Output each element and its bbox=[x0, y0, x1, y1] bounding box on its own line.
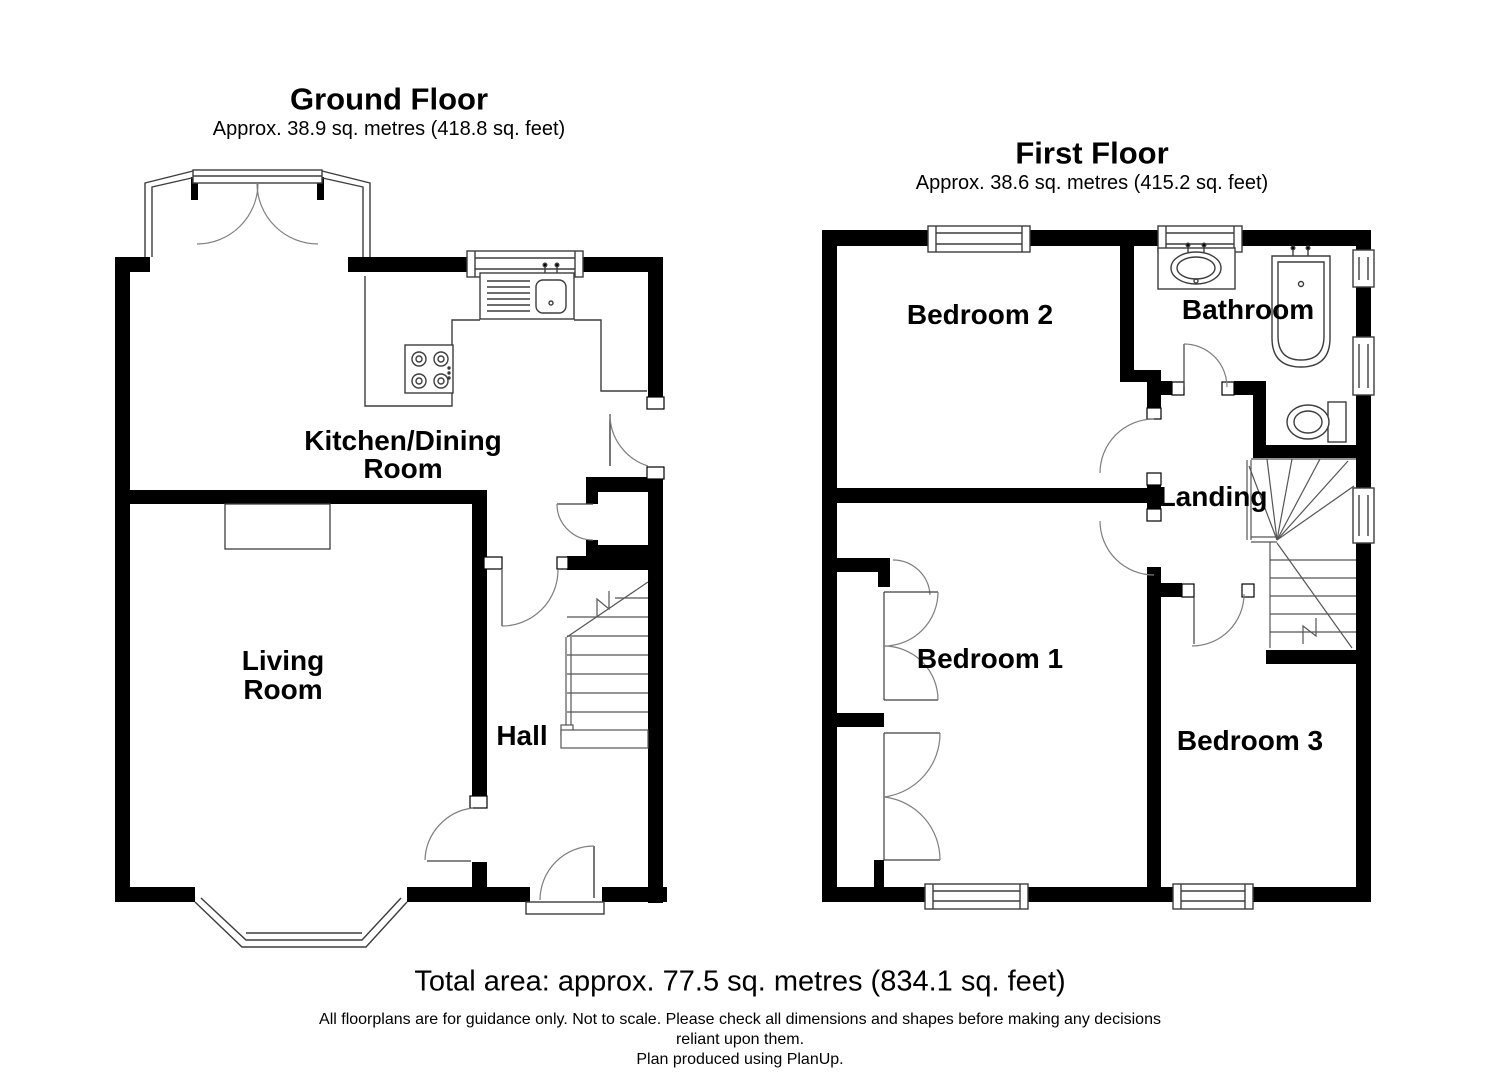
room-label-landing: Landing bbox=[1158, 481, 1268, 512]
bedroom1-door bbox=[1100, 521, 1154, 575]
first-floor-title: First Floor bbox=[1015, 135, 1169, 171]
room-label-bathroom: Bathroom bbox=[1181, 294, 1315, 325]
rear-lobby-door bbox=[557, 504, 593, 540]
bay-window-french-doors bbox=[145, 170, 370, 257]
bathroom-door bbox=[1184, 344, 1227, 387]
bedroom1-window bbox=[925, 884, 1028, 909]
wash-basin bbox=[1158, 243, 1235, 289]
ground-floor-title: Ground Floor bbox=[289, 81, 489, 117]
room-label-kitchen-dining-line1: Kitchen/Dining bbox=[304, 425, 502, 456]
room-label-bedroom2: Bedroom 2 bbox=[906, 299, 1054, 330]
living-room-bay-window bbox=[195, 898, 407, 947]
first-floor-area: Approx. 38.6 sq. metres (415.2 sq. feet) bbox=[915, 172, 1269, 194]
ground-floor-walls bbox=[115, 177, 667, 903]
bathroom-side-window-2 bbox=[1353, 337, 1374, 395]
toilet bbox=[1287, 402, 1346, 442]
room-label-living-line1: Living bbox=[241, 645, 325, 676]
first-floor-plan bbox=[822, 226, 1374, 909]
bedroom2-window bbox=[928, 226, 1030, 252]
room-label-bedroom1: Bedroom 1 bbox=[916, 643, 1064, 674]
disclaimer-line3: Plan produced using PlanUp. bbox=[636, 1051, 844, 1068]
living-room-door bbox=[425, 808, 473, 861]
room-label-living-line2: Room bbox=[243, 674, 323, 705]
bedroom3-door bbox=[1192, 594, 1244, 646]
front-door bbox=[526, 846, 604, 914]
chimney-breast bbox=[225, 504, 330, 549]
room-label-bedroom3: Bedroom 3 bbox=[1176, 725, 1324, 756]
ground-floor-area: Approx. 38.9 sq. metres (418.8 sq. feet) bbox=[212, 118, 566, 140]
bedroom3-window bbox=[1173, 884, 1253, 909]
disclaimer-line1: All floorplans are for guidance only. Not to scale. Please check all dimensions and shapes before making any decisions bbox=[319, 1011, 1161, 1028]
bathroom-side-window bbox=[1353, 250, 1374, 287]
back-door bbox=[610, 414, 648, 466]
room-label-hall: Hall bbox=[496, 720, 548, 751]
room-label-kitchen-dining-line2: Room bbox=[363, 453, 443, 484]
stairs-side-window bbox=[1353, 488, 1374, 543]
bedroom1-closets bbox=[884, 560, 940, 860]
ground-floor-staircase bbox=[561, 582, 648, 748]
disclaimer-line2: reliant upon them. bbox=[675, 1031, 805, 1048]
stairs-down-arrow bbox=[1303, 618, 1316, 644]
bedroom2-door bbox=[1100, 419, 1154, 473]
ground-floor-plan bbox=[115, 170, 667, 947]
hall-kitchen-door bbox=[502, 570, 558, 626]
total-area-text: Total area: approx. 77.5 sq. metres (834.1 sq. feet) bbox=[414, 965, 1066, 998]
hob bbox=[405, 345, 453, 393]
